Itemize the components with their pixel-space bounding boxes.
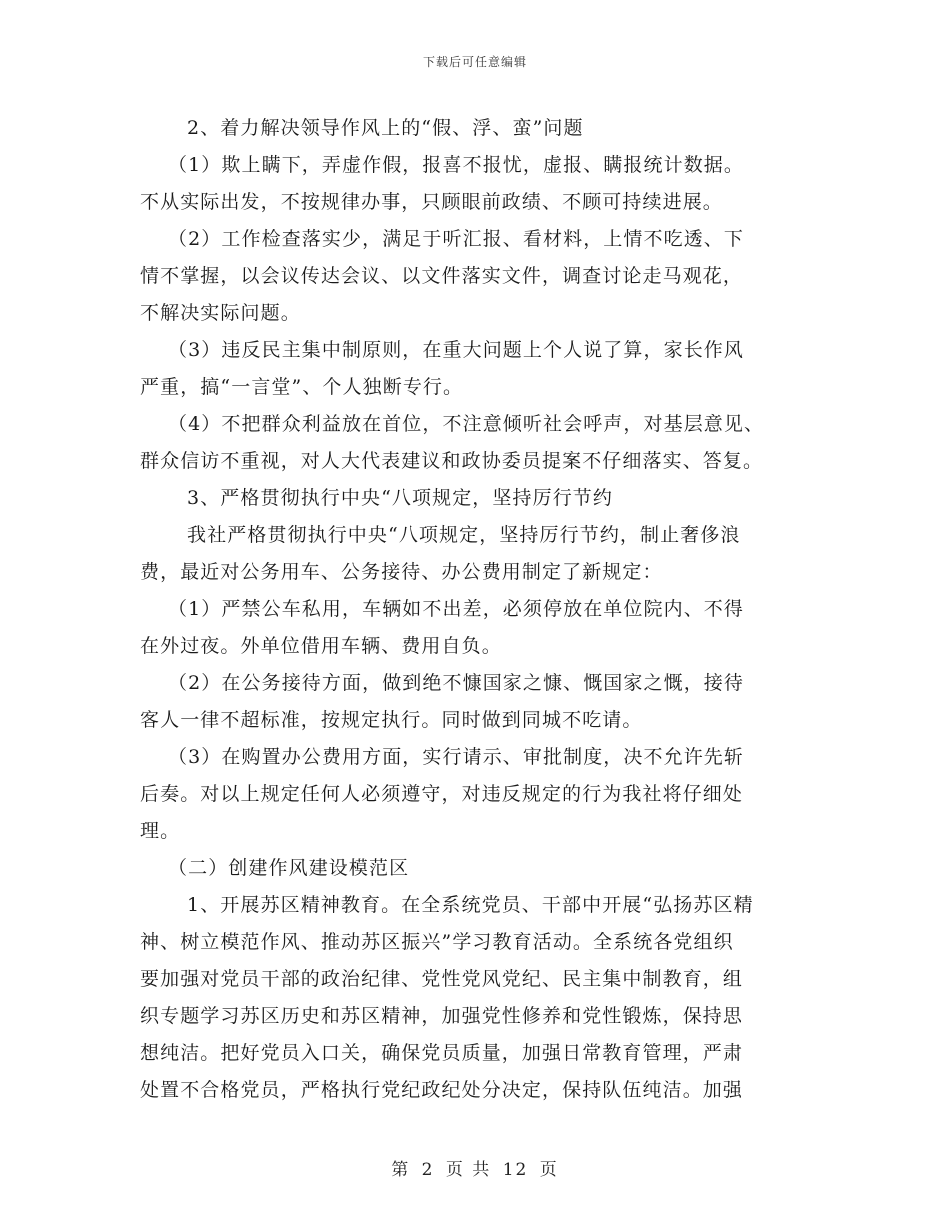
text-line: （1）严禁公车私用，车辆如不出差，必须停放在单位院内、不得 bbox=[168, 598, 744, 620]
text-line: （二）创建作风建设模范区 bbox=[168, 857, 410, 879]
text-line: 织专题学习苏区历史和苏区精神，加强党性修养和党性锻炼，保持思 bbox=[140, 1005, 744, 1027]
text-line: 理。 bbox=[140, 820, 181, 842]
text-line: 客人一律不超标准，按规定执行。同时做到同城不吃请。 bbox=[140, 709, 643, 731]
document-body bbox=[140, 110, 830, 1109]
page-header: 下载后可任意编辑 bbox=[422, 55, 527, 69]
text-line: 后奏。对以上规定任何人必须遵守，对违反规定的行为我社将仔细处 bbox=[140, 783, 744, 805]
footer-page-number: 2 bbox=[421, 1160, 435, 1180]
text-line: （4）不把群众利益放在首位，不注意倾听社会呼声，对基层意见、 bbox=[168, 413, 765, 435]
text-line: （2）在公务接待方面，做到绝不慷国家之慷、慨国家之慨，接待 bbox=[168, 672, 744, 694]
footer-prefix: 第 bbox=[391, 1160, 411, 1180]
text-line: 严重，搞“一言堂”、个人独断专行。 bbox=[140, 376, 464, 398]
text-line: 不解决实际问题。 bbox=[140, 302, 301, 324]
text-line: （3）违反民主集中制原则，在重大问题上个人说了算，家长作风 bbox=[168, 339, 744, 361]
text-line: 1、开展苏区精神教育。在全系统党员、干部中开展“弘扬苏区精 bbox=[187, 894, 754, 916]
text-line: （2）工作检查落实少，满足于听汇报、看材料，上情不吃透、下 bbox=[168, 228, 744, 250]
footer-suffix: 页 bbox=[539, 1160, 559, 1180]
text-line: 想纯洁。把好党员入口关，确保党员质量，加强日常教育管理，严肃 bbox=[140, 1042, 744, 1064]
text-line: 在外过夜。外单位借用车辆、费用自负。 bbox=[140, 635, 502, 657]
text-line: 费，最近对公务用车、公务接待、办公费用制定了新规定： bbox=[140, 561, 663, 583]
text-line: 要加强对党员干部的政治纪律、党性党风党纪、民主集中制教育，组 bbox=[140, 968, 744, 990]
footer-mid: 页 共 bbox=[445, 1160, 492, 1180]
text-line: （1）欺上瞒下，弄虚作假，报喜不报忧，虚报、瞒报统计数据。 bbox=[168, 154, 744, 176]
text-line: 情不掌握，以会议传达会议、以文件落实文件，调查讨论走马观花， bbox=[140, 265, 744, 287]
text-line: 3、严格贯彻执行中央“八项规定，坚持厉行节约 bbox=[187, 487, 614, 509]
footer-total-pages: 12 bbox=[502, 1160, 529, 1180]
page-footer bbox=[0, 1155, 950, 1180]
text-line: 2、着力解决领导作风上的“假、浮、蛮”问题 bbox=[187, 117, 584, 139]
text-line: 我社严格贯彻执行中央“八项规定，坚持厉行节约，制止奢侈浪 bbox=[187, 524, 741, 546]
text-line: 处置不合格党员，严格执行党纪政纪处分决定，保持队伍纯洁。加强 bbox=[140, 1079, 744, 1101]
text-line: 神、树立模范作风、推动苏区振兴”学习教育活动。全系统各党组织 bbox=[140, 931, 734, 953]
text-line: 群众信访不重视，对人大代表建议和政协委员提案不仔细落实、答复。 bbox=[140, 450, 764, 472]
text-line: 不从实际出发，不按规律办事，只顾眼前政绩、不顾可持续进展。 bbox=[140, 191, 723, 213]
text-line: （3）在购置办公费用方面，实行请示、审批制度，决不允许先斩 bbox=[168, 746, 744, 768]
